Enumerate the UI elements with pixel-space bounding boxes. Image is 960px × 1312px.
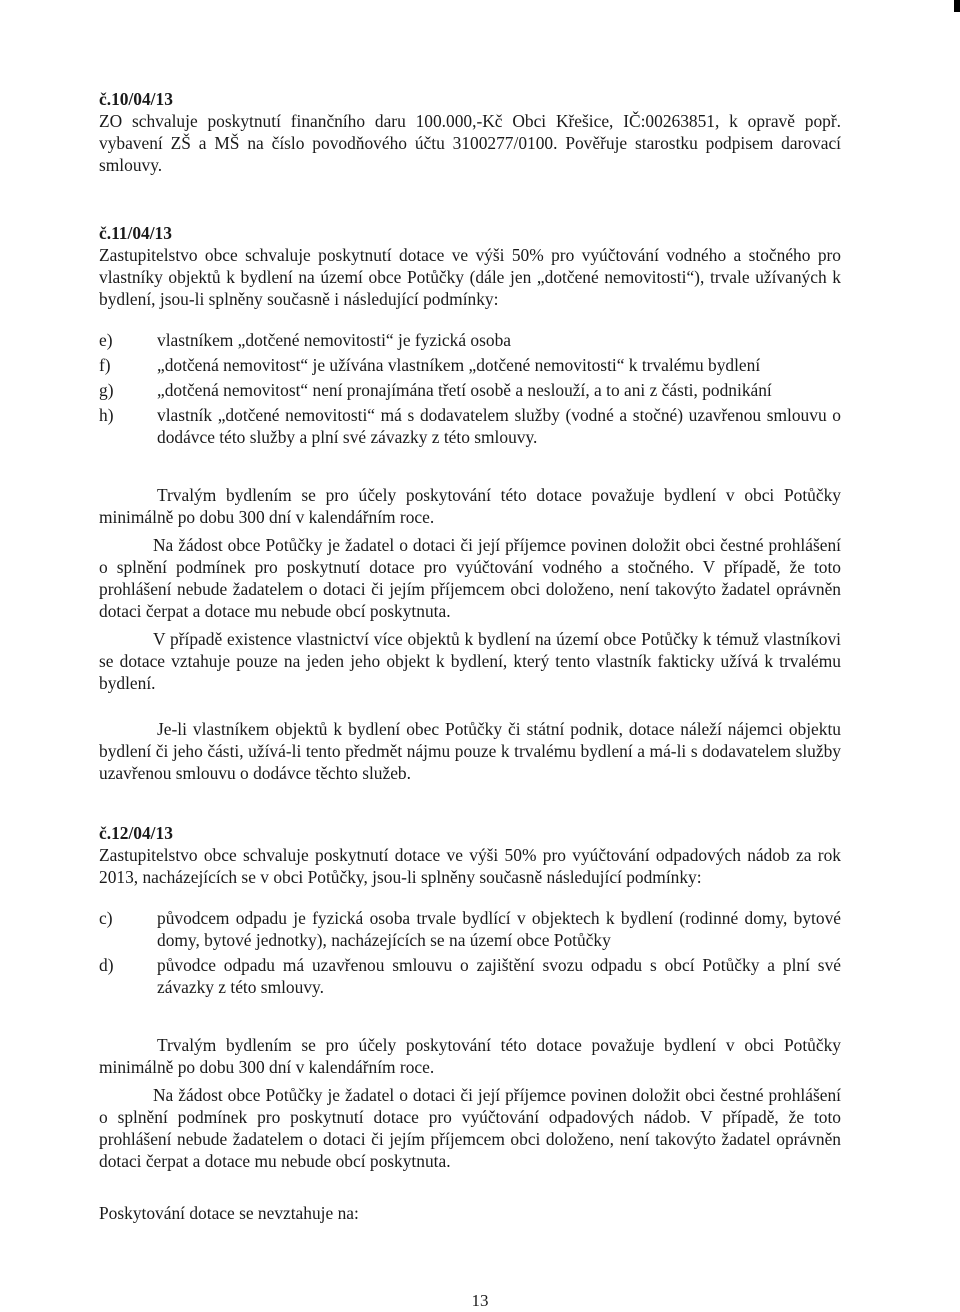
condition-text: vlastníkem „dotčené nemovitosti“ je fyzická osoba [157,330,511,350]
condition-item [99,907,841,951]
paragraph: Na žádost obce Potůčky je žadatel o dotaci či její příjemce povinen doložit obci čestné prohlášení o splnění podmínek pro poskytnutí dotace pro vyúčtování odpadových nádob. V případě, že toto prohlášení nebude žadatelem o dotaci či jejím příjemcem obci doloženo, není takovýto žadatel oprávněn dotaci čerpat a dotace mu nebude obcí poskytnuta. [99,1085,841,1171]
resolution-11 [99,222,841,784]
condition-text: „dotčená nemovitost“ není pronajímána třetí osobě a neslouží, a to ani z části, podnikání [157,380,772,400]
paragraph: Na žádost obce Potůčky je žadatel o dotaci či její příjemce povinen doložit obci čestné prohlášení o splnění podmínek pro poskytnutí dotace pro vyúčtování vodného a stočného. V případě, že toto prohlášení nebude žadatelem o dotaci či jejím příjemcem obci doloženo, není takovýto žadatel oprávněn dotaci čerpat a dotace mu nebude obcí poskytnuta. [99,535,841,621]
condition-label: f) [99,355,111,375]
condition-item [99,954,841,998]
condition-text: původce odpadu má uzavřenou smlouvu o zajištění svozu odpadu s obcí Potůčky a plní své závazky z této smlouvy. [157,955,841,997]
conditions-list [99,329,841,448]
condition-text: vlastník „dotčené nemovitosti“ má s dodavatelem služby (vodné a stočné) uzavřenou smlouvu o dodávce této služby a plní své závazky z této smlouvy. [157,405,841,447]
paragraph: Trvalým bydlením se pro účely poskytování této dotace považuje bydlení v obci Potůčky minimálně po dobu 300 dní v kalendářním roce. [99,1035,841,1077]
document-page [99,88,841,1224]
condition-item [99,379,841,401]
condition-label: c) [99,908,113,928]
conditions-list [99,907,841,998]
condition-label: e) [99,330,113,350]
condition-label: d) [99,955,114,975]
resolution-12 [99,822,841,1224]
condition-text: původcem odpadu je fyzická osoba trvale bydlící v objektech k bydlení (rodinné domy, bytové domy, bytové jednotky), nacházejících se na území obce Potůčky [157,908,841,950]
paragraph: V případě existence vlastnictví více objektů k bydlení na území obce Potůčky k témuž vlastníkovi se dotace vztahuje pouze na jeden jeho objekt k bydlení, který tento vlastník fakticky užívá k trvalému bydlení. [99,629,841,693]
condition-label: g) [99,380,114,400]
condition-text: „dotčená nemovitost“ je užívána vlastníkem „dotčené nemovitosti“ k trvalému bydlení [157,355,761,375]
resolution-intro: Zastupitelstvo obce schvaluje poskytnutí dotace ve výši 50% pro vyúčtování vodného a stočného pro vlastníky objektů k bydlení na území obce Potůčky (dále jen „dotčené nemovitosti“), trvale užívaných k bydlení, jsou-li splněny současně i následující podmínky: [99,245,841,309]
resolution-text: ZO schvaluje poskytnutí finančního daru 100.000,-Kč Obci Křešice, IČ:00263851, k opravě popř. vybavení ZŠ a MŠ na číslo povodňového účtu 3100277/0100. Pověřuje starostku podpisem darovací smlouvy. [99,111,841,175]
condition-item [99,354,841,376]
resolution-number: č.10/04/13 [99,89,173,109]
resolution-intro: Zastupitelstvo obce schvaluje poskytnutí dotace ve výši 50% pro vyúčtování odpadových nádob za rok 2013, nacházejících se v obci Potůčky, jsou-li splněny současně následující podmínky: [99,845,841,887]
paragraph: Je-li vlastníkem objektů k bydlení obec Potůčky či státní podnik, dotace náleží nájemci objektu bydlení či jeho části, užívá-li tento předmět nájmu pouze k trvalému bydlení a má-li s dodavatelem služby uzavřenou smlouvu o dodávce těchto služeb. [99,719,841,783]
scan-corner-mark [954,0,960,12]
page-number: 13 [471,1291,489,1310]
condition-label: h) [99,405,114,425]
resolution-10 [99,88,841,176]
condition-item [99,329,841,351]
resolution-number: č.11/04/13 [99,223,172,243]
resolution-number: č.12/04/13 [99,823,173,843]
closing-line: Poskytování dotace se nevztahuje na: [99,1203,359,1223]
paragraph: Trvalým bydlením se pro účely poskytování této dotace považuje bydlení v obci Potůčky minimálně po dobu 300 dní v kalendářním roce. [99,485,841,527]
condition-item [99,404,841,448]
